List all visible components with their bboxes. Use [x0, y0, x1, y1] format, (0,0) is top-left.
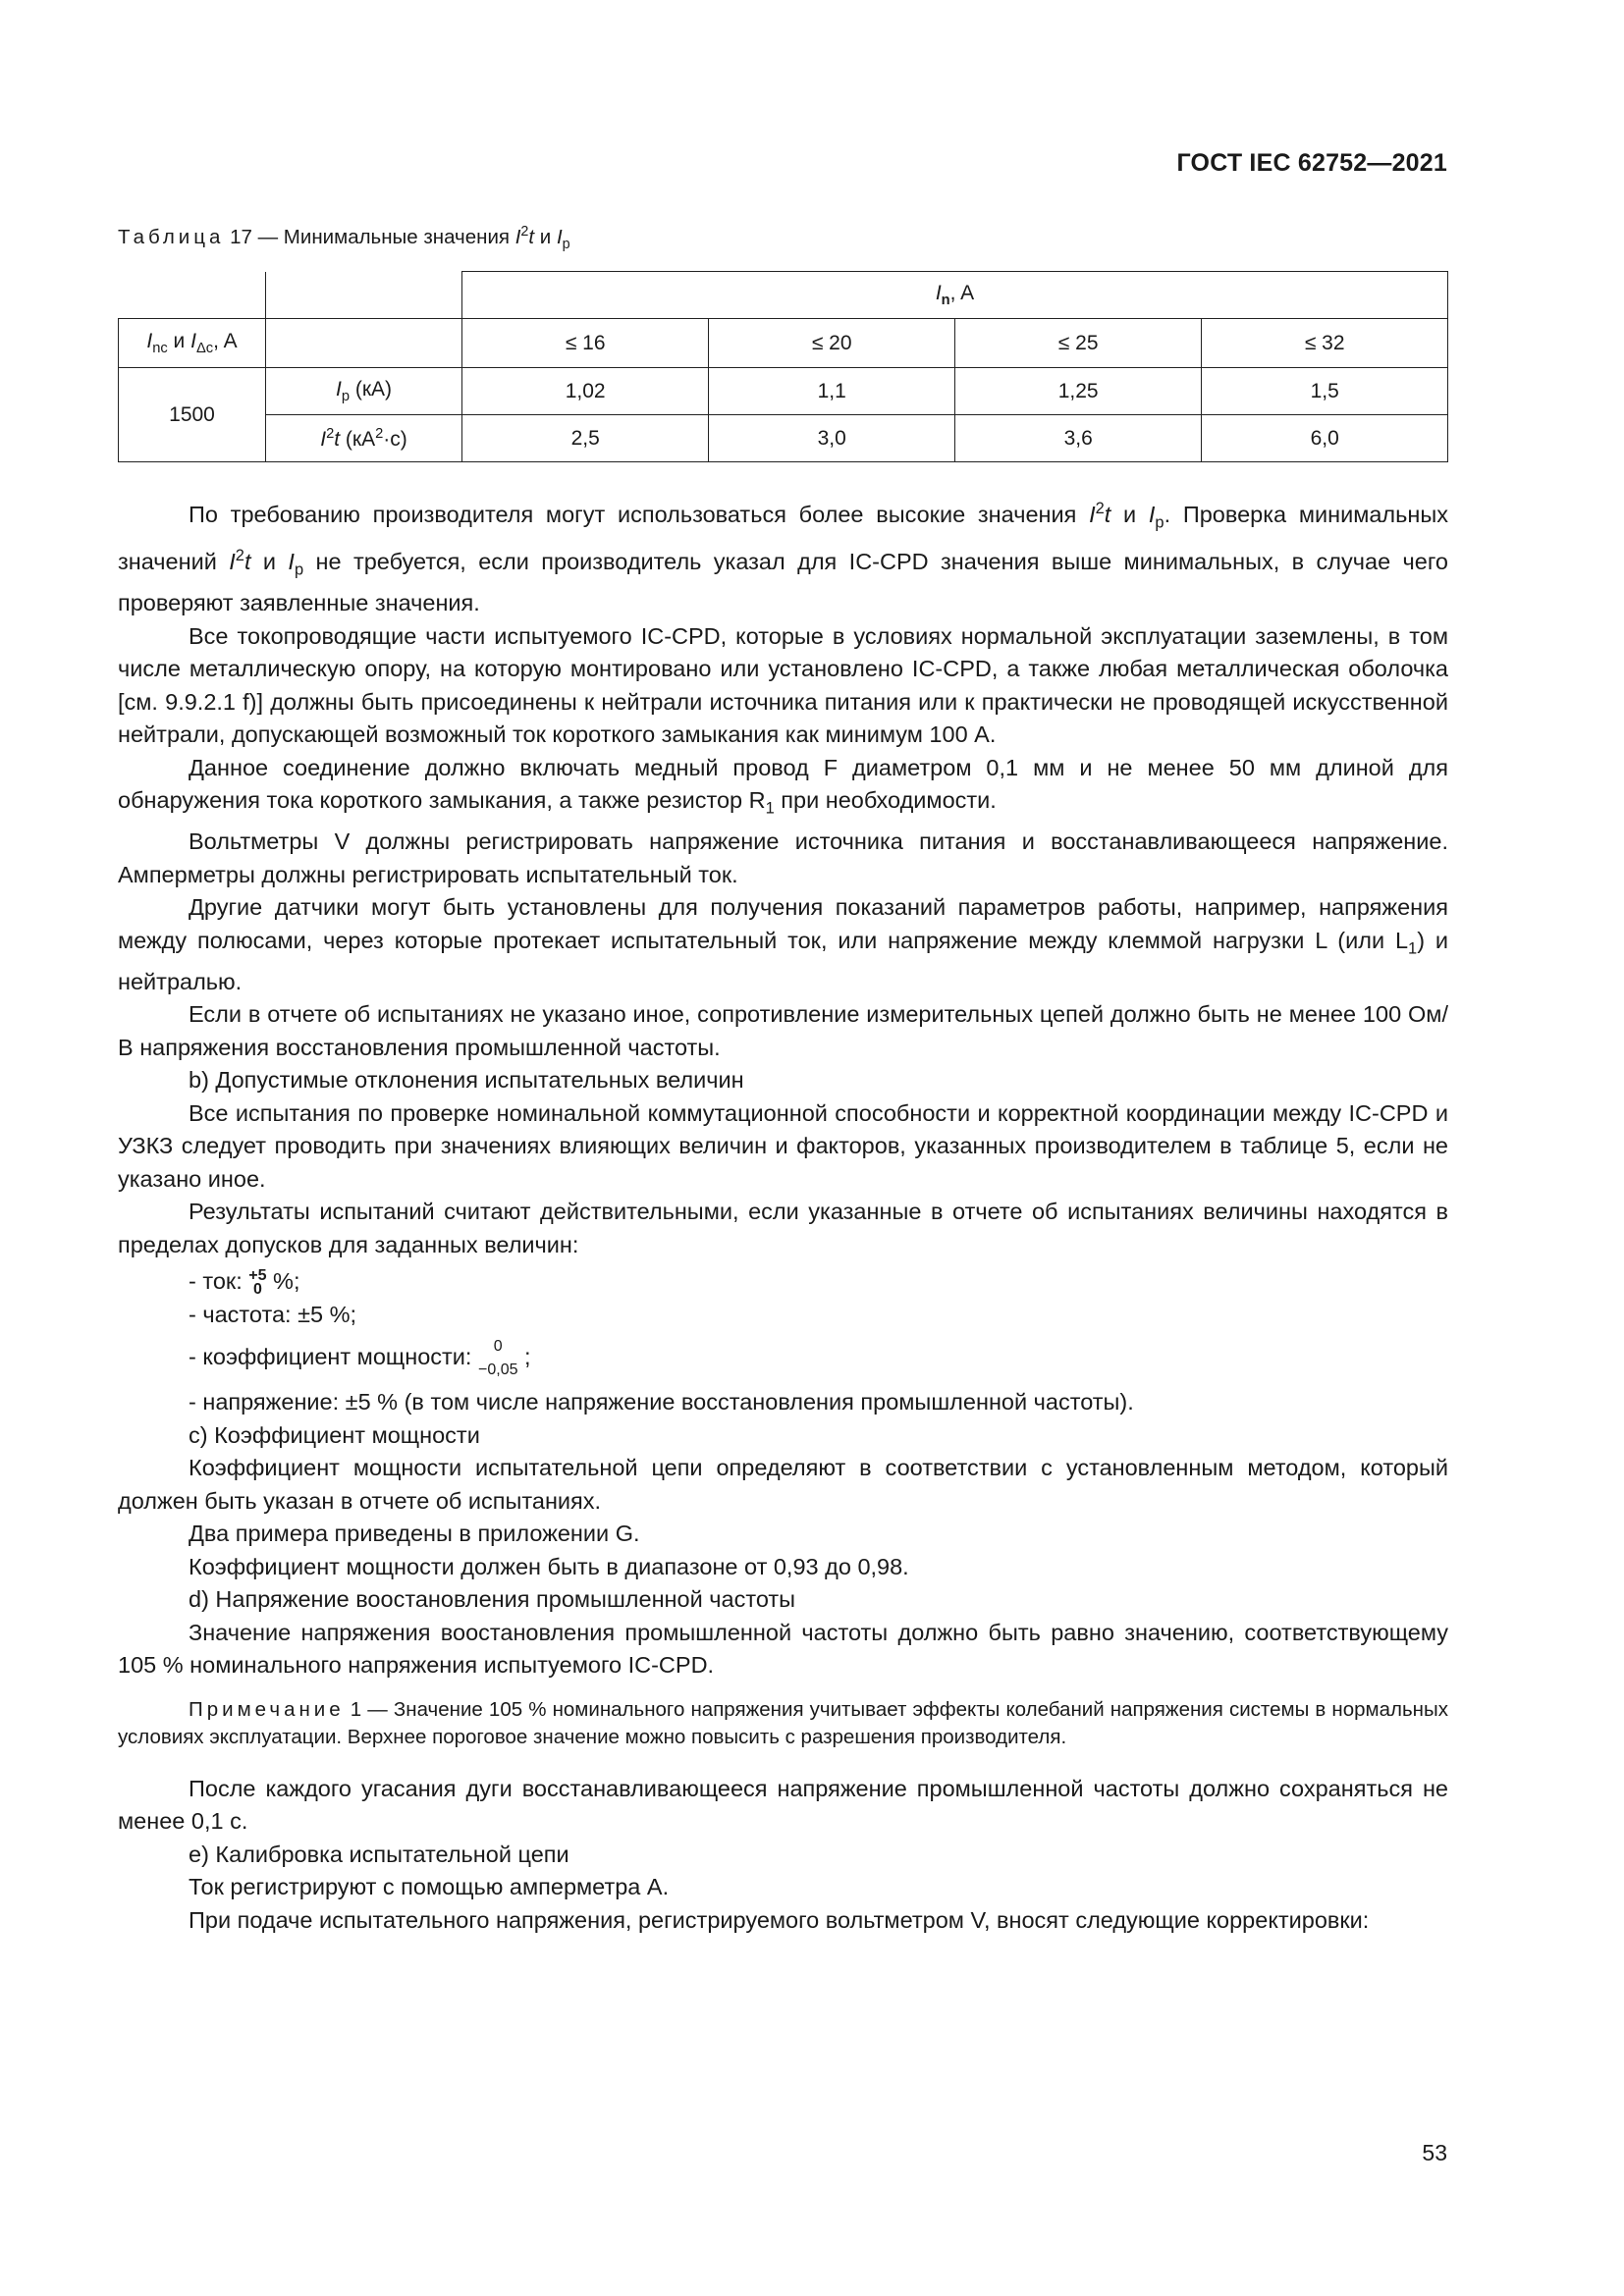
list-item: - частота: ±5 %;	[189, 1301, 357, 1327]
table-cell: 1,02	[462, 368, 709, 415]
col-header: ≤ 25	[954, 319, 1201, 368]
table-cell: 3,6	[954, 415, 1201, 462]
body-text	[118, 493, 1448, 1937]
table-cell: 1,25	[954, 368, 1201, 415]
table-caption-number: 17	[230, 225, 252, 248]
subsection-heading: e) Калибровка испытательной цепи	[189, 1841, 569, 1867]
row-label-ip: $I_p$ (кА)	[266, 368, 462, 415]
table-caption: Таблица 17 — Минимальные значения $I^2t$ и $I_p$	[118, 224, 570, 252]
paragraph: Значение напряжения воостановления промышленной частоты должно быть равно значению, соответствующему 105 % номинального напряжения испытуемого IC-CPD.	[118, 1619, 1448, 1679]
subsection-heading: d) Напряжение воостановления промышленной частоты	[189, 1586, 796, 1613]
col-header: ≤ 32	[1202, 319, 1448, 368]
paragraph: Ток регистрируют с помощью амперметра А.	[189, 1874, 670, 1900]
col-header: ≤ 20	[709, 319, 955, 368]
empty-cell	[266, 319, 462, 368]
table-cell: 1,1	[709, 368, 955, 415]
paragraph: После каждого угасания дуги восстанавливающееся напряжение промышленной частоты должно сохраняться не менее 0,1 с.	[118, 1775, 1448, 1835]
min-values-table	[118, 271, 1448, 462]
paragraph: При подаче испытательного напряжения, регистрируемого вольтметром V, вносят следующие корректировки:	[189, 1906, 1370, 1933]
header-short-circuit-current: $I_{nc}$ и $I_{\Delta c}$, A	[119, 319, 266, 368]
subsection-heading: c) Коэффициент мощности	[189, 1421, 480, 1448]
header-rated-current: $I_n$, A	[462, 272, 1448, 319]
table-cell: 1,5	[1202, 368, 1448, 415]
table-caption-text: — Минимальные значения	[251, 225, 515, 248]
standard-designation: ГОСТ IEC 62752—2021	[1176, 149, 1447, 177]
paragraph: Данное соединение должно включать медный провод F диаметром 0,1 мм и не менее 50 мм длиной для обнаружения тока короткого замыкания, а также резистор $R_1$ при необходимости.	[118, 754, 1448, 818]
paragraph: Коэффициент мощности должен быть в диапазоне от 0,93 до 0,98.	[189, 1553, 909, 1579]
subsection-heading: b) Допустимые отклонения испытательных величин	[189, 1067, 744, 1094]
list-item: - коэффициент мощности: 0 −0,05 ;	[189, 1338, 531, 1379]
list-item: - ток: +5 0 %;	[189, 1267, 300, 1299]
paragraph: По требованию производителя могут использоваться более высокие значения $I^2t$ и $I_p$. Проверка минимальных значений $I^2t$ и $I_p$ не требуется, если производитель указал для IC-CPD значения выше минимальных, в случае чего проверяют заявленные значения.	[118, 500, 1449, 616]
row-group-1500: 1500	[119, 368, 266, 462]
table-cell: 6,0	[1202, 415, 1448, 462]
table-cell: 2,5	[462, 415, 709, 462]
note: Примечание 1 — Значение 105 % номинального напряжения учитывает эффекты колебаний напряжения системы в нормальных условиях эксплуатации. Верхнее пороговое значение можно повысить с разрешения производителя.	[118, 1697, 1448, 1748]
paragraph: Результаты испытаний считают действительными, если указанные в отчете об испытаниях величины находятся в пределах допусков для заданных величин:	[118, 1199, 1448, 1257]
row-label-i2t: $I^2t$ $(кА^2\cdot с)$	[266, 415, 462, 462]
paragraph: Вольтметры V должны регистрировать напряжение источника питания и восстанавливающееся напряжение. Амперметры должны регистрировать испытательный ток.	[118, 828, 1448, 887]
paragraph: Если в отчете об испытаниях не указано иное, сопротивление измерительных цепей должно быть не менее 100 Ом/В напряжения восстановления промышленной частоты.	[118, 1001, 1448, 1060]
paragraph: Два примера приведены в приложении G.	[189, 1521, 640, 1547]
table-caption-label: Таблица	[118, 225, 225, 248]
empty-cell	[266, 272, 462, 319]
paragraph: Коэффициент мощности испытательной цепи определяют в соответствии с установленным методом, который должен быть указан в отчете об испытаниях.	[118, 1455, 1448, 1514]
page-number: 53	[1422, 2140, 1447, 2165]
empty-cell	[119, 272, 266, 319]
col-header: ≤ 16	[462, 319, 709, 368]
table-cell: 3,0	[709, 415, 955, 462]
paragraph: Все испытания по проверке номинальной коммутационной способности и корректной координации между IC-CPD и УЗКЗ следует проводить при значениях влияющих величин и факторов, указанных производителем в таблице 5, если не указано иное.	[118, 1099, 1448, 1192]
paragraph: Другие датчики могут быть установлены для получения показаний параметров работы, например, напряжения между полюсами, через которые протекает испытательный ток, или напряжение между клеммой нагрузки L (или $L_1$) и нейтралью.	[118, 894, 1449, 994]
list-item: - напряжение: ±5 % (в том числе напряжение восстановления промышленной частоты).	[189, 1389, 1134, 1415]
paragraph: Все токопроводящие части испытуемого IC-CPD, которые в условиях нормальной эксплуатации заземлены, в том числе металлическую опору, на которую монтировано или установлено IC-CPD, а также любая металлическая оболочка [см. 9.9.2.1 f)] должны быть присоединены к нейтрали источника питания или к практически не проводящей искусственной нейтрали, допускающей возможный ток короткого замыкания как минимум 100 А.	[118, 622, 1448, 748]
